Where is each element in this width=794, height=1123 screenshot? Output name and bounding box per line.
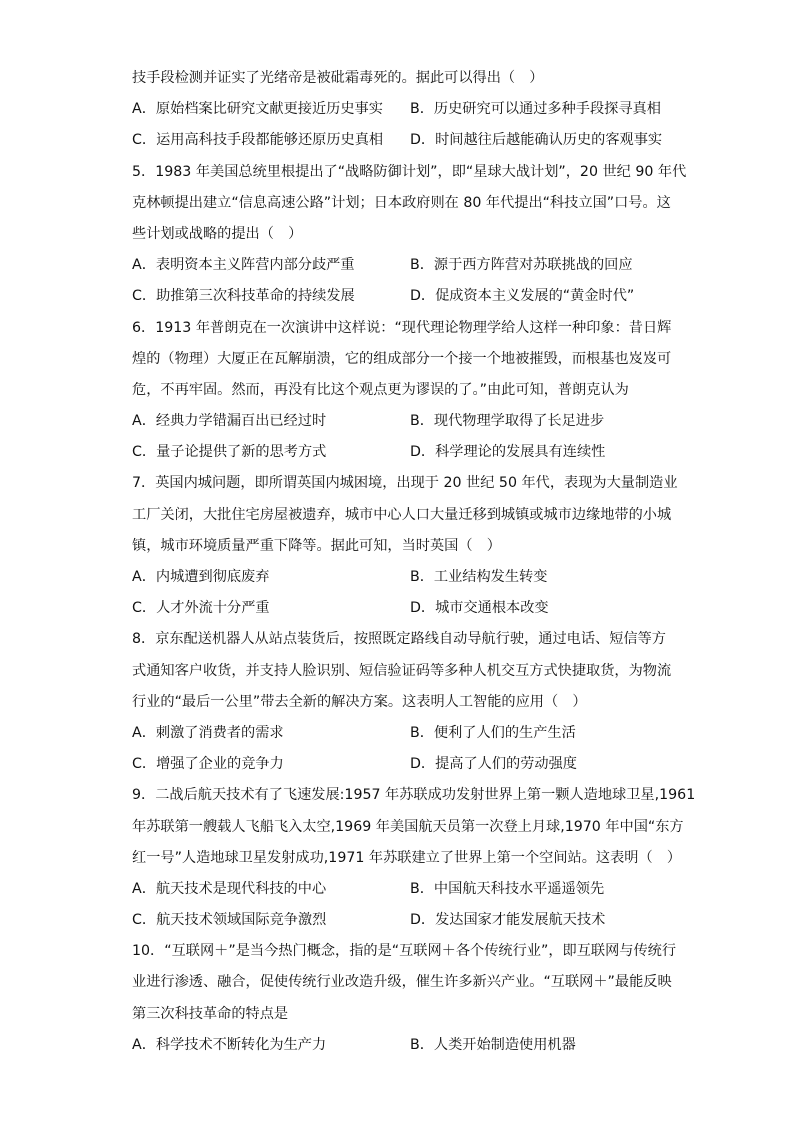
- q6-option-b[interactable]: B．现代物理学取得了长足进步: [410, 413, 605, 430]
- q6-options-row-2: [132, 437, 672, 468]
- q4-option-d[interactable]: D．时间越往后越能确认历史的客观事实: [410, 132, 663, 149]
- q4-option-b[interactable]: B．历史研究可以通过多种手段探寻真相: [410, 101, 661, 118]
- q5-stem-line: 5．1983 年美国总统里根提出了“战略防御计划”，即“星球大战计划”，20 世纪 90 年代: [132, 163, 687, 180]
- q6-options-row-1: [132, 406, 672, 437]
- q6-option-c[interactable]: C．量子论提供了新的思考方式: [132, 444, 327, 461]
- q5-option-a[interactable]: A．表明资本主义阵营内部分歧严重: [132, 257, 355, 274]
- q6-stem-line: 危，不再牢固。然而，再没有比这个观点更为谬误的了。”由此可知，普朗克认为: [132, 381, 629, 398]
- q7-option-d[interactable]: D．城市交通根本改变: [410, 600, 549, 617]
- q5-option-b[interactable]: B．源于西方阵营对苏联挑战的回应: [410, 257, 633, 274]
- q8-option-a[interactable]: A．刺激了消费者的需求: [132, 724, 284, 741]
- q6-option-a[interactable]: A．经典力学错漏百出已经过时: [132, 413, 327, 430]
- q4-options-row-1: [132, 94, 672, 125]
- q8-option-d[interactable]: D．提高了人们的劳动强度: [410, 756, 577, 773]
- q7-stem-line: 7．英国内城问题，即所谓英国内城困境，出现于 20 世纪 50 年代，表现为大量制造业: [132, 475, 678, 492]
- q8-options-row-1: [132, 718, 672, 749]
- q7-options-row-1: [132, 562, 672, 593]
- q8-options-row-2: [132, 749, 672, 780]
- q4-option-c[interactable]: C．运用高科技手段都能够还原历史真相: [132, 132, 384, 149]
- q9-option-c[interactable]: C．航天技术领域国际竞争激烈: [132, 912, 327, 929]
- q5-option-c[interactable]: C．助推第三次科技革命的持续发展: [132, 288, 355, 305]
- q5-stem-line: 些计划或战略的提出（ ）: [132, 225, 303, 242]
- q4-options-row-2: [132, 125, 672, 156]
- q6-stem-line: 6．1913 年普朗克在一次演讲中这样说：“现代理论物理学给人这样一种印象：昔日辉: [132, 319, 672, 336]
- q8-option-b[interactable]: B．便利了人们的生产生活: [410, 724, 576, 741]
- q5-option-d[interactable]: D．促成资本主义发展的“黄金时代”: [410, 288, 635, 305]
- q8-stem-line: 行业的“最后一公里”带去全新的解决方案。这表明人工智能的应用（ ）: [132, 693, 587, 710]
- q6-stem-line: 煌的（物理）大厦正在瓦解崩溃，它的组成部分一个接一个地被摧毁，而根基也岌岌可: [132, 350, 672, 367]
- q8-stem-line: 8．京东配送机器人从站点装货后，按照既定路线自动导航行驶，通过电话、短信等方: [132, 631, 666, 648]
- q8-stem-line: 式通知客户收货，并支持人脸识别、短信验证码等多种人机交互方式快捷取货，为物流: [132, 662, 672, 679]
- q7-stem-line: 镇，城市环境质量严重下降等。据此可知，当时英国（ ）: [132, 537, 501, 554]
- q7-option-b[interactable]: B．工业结构发生转变: [410, 569, 548, 585]
- q9-options-row-1: [132, 874, 672, 905]
- page-content: [132, 63, 696, 1061]
- q6-option-d[interactable]: D．科学理论的发展具有连续性: [410, 444, 606, 461]
- q7-option-c[interactable]: C．人才外流十分严重: [132, 600, 270, 617]
- q5-options-row-2: [132, 281, 672, 312]
- q7-stem-line: 工厂关闭，大批住宅房屋被遗弃，城市中心人口大量迁移到城镇或城市边缘地带的小城: [132, 506, 672, 523]
- q9-option-a[interactable]: A．航天技术是现代科技的中心: [132, 880, 327, 897]
- q4-option-a[interactable]: A．原始档案比研究文献更接近历史事实: [132, 101, 383, 118]
- q5-options-row-1: [132, 250, 672, 281]
- q5-stem-line: 克林顿提出建立“信息高速公路”计划；日本政府则在 80 年代提出“科技立国”口号。这: [132, 194, 671, 211]
- q9-stem-line: 9．二战后航天技术有了飞速发展:1957 年苏联成功发射世界上第一颗人造地球卫星,1961: [132, 787, 696, 804]
- q7-options-row-2: [132, 593, 672, 624]
- q9-option-d[interactable]: D．发达国家才能发展航天技术: [410, 912, 606, 929]
- q9-stem-line: 红一号”人造地球卫星发射成功,1971 年苏联建立了世界上第一个空间站。这表明（ ）: [132, 849, 682, 866]
- q10-option-b[interactable]: B．人类开始制造使用机器: [410, 1036, 576, 1053]
- q10-option-a[interactable]: A．科学技术不断转化为生产力: [132, 1036, 327, 1053]
- q9-option-b[interactable]: B．中国航天科技水平遥遥领先: [410, 880, 605, 897]
- q10-stem-line: 第三次科技革命的特点是: [132, 1005, 289, 1022]
- q7-option-a[interactable]: A．内城遭到彻底废弃: [132, 569, 270, 585]
- q10-options-row-1: [132, 1030, 672, 1061]
- q9-stem-line: 年苏联第一艘载人飞船飞入太空,1969 年美国航天员第一次登上月球,1970 年中国“东方: [132, 818, 684, 835]
- q8-option-c[interactable]: C．增强了企业的竞争力: [132, 756, 284, 773]
- q4-stem-continued: 技手段检测并证实了光绪帝是被砒霜毒死的。据此可以得出（ ）: [132, 70, 544, 86]
- q10-stem-line: 10．“互联网＋”是当今热门概念，指的是“互联网＋各个传统行业”，即互联网与传统行: [132, 943, 677, 960]
- q10-stem-line: 业进行渗透、融合，促使传统行业改造升级，催生许多新兴产业。“互联网＋”最能反映: [132, 974, 672, 991]
- q9-options-row-2: [132, 905, 672, 936]
